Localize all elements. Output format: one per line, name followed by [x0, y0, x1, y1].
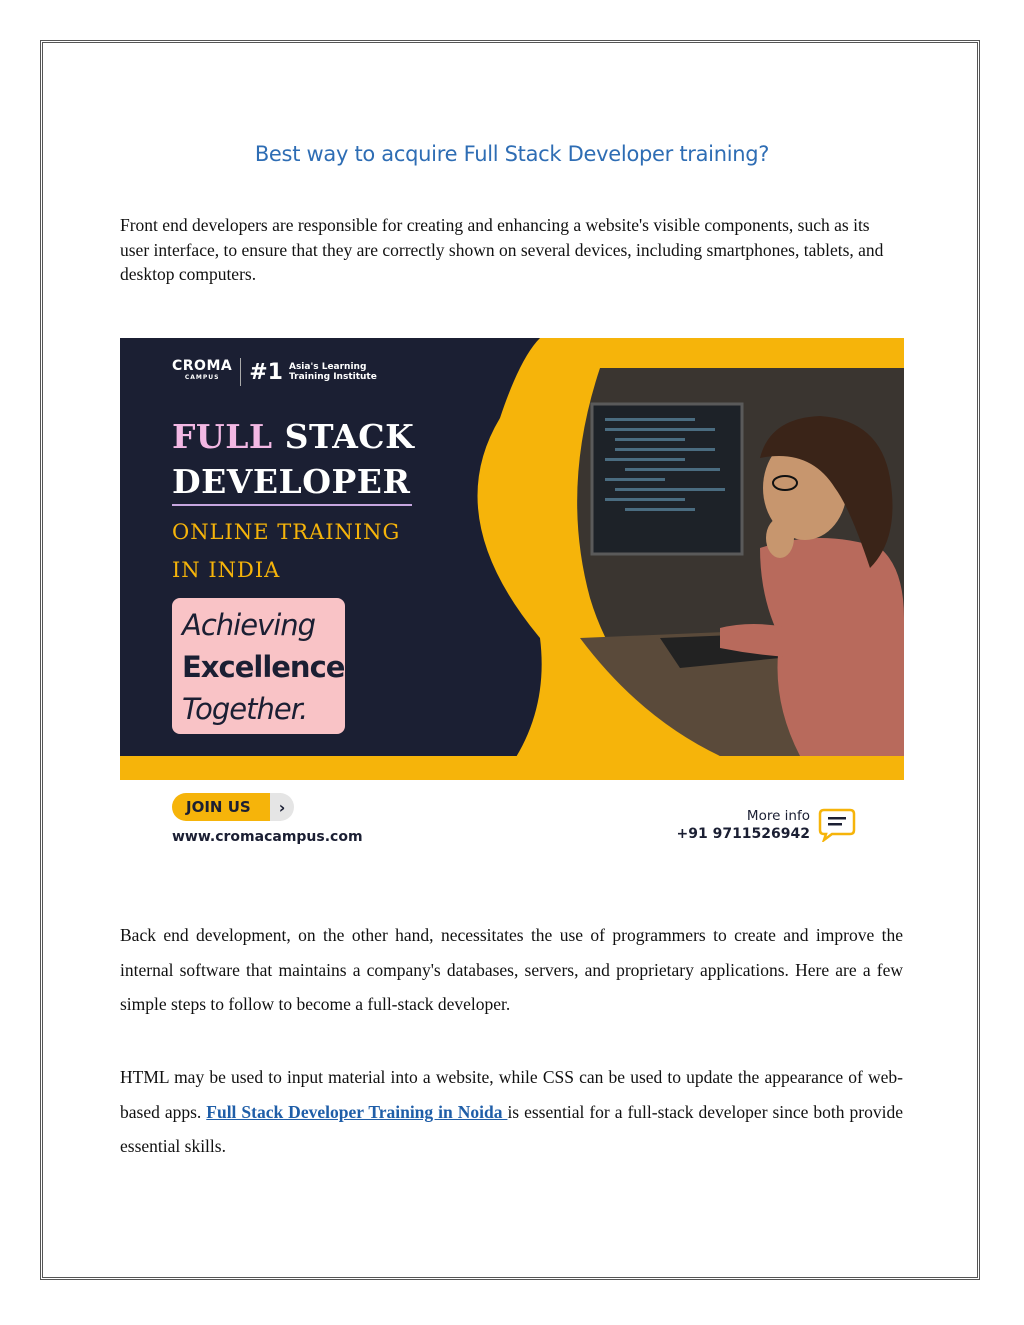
croma-campus-logo [172, 358, 377, 386]
paragraph-3-text-start: HTML may be used to input material into a website, while CSS can be used to update the appearance of web-based apps. [120, 1067, 903, 1122]
banner-headline [172, 414, 414, 504]
subhead-line-1: ONLINE TRAINING [172, 520, 401, 544]
page-title: Best way to acquire Full Stack Developer training? [254, 142, 770, 166]
headline-line-2: DEVELOPER [172, 462, 411, 501]
tagline-line-3: Together. [182, 692, 308, 726]
rank-line-1: Asia's Learning [288, 362, 367, 372]
promo-banner [120, 338, 904, 868]
rank-caption [289, 362, 377, 382]
subhead-line-2: IN INDIA [172, 558, 281, 582]
more-info-label: More info [746, 808, 810, 824]
chat-bubble-icon [818, 806, 856, 842]
join-us-button[interactable]: JOIN US [172, 793, 292, 821]
headline-divider [172, 504, 412, 506]
tagline-box [172, 598, 345, 734]
logo-divider [240, 358, 241, 386]
paragraph-3-text-end: is essential for a full-stack developer since both provide essential skills. [120, 1101, 903, 1156]
paragraph-front-end: Front end developers are responsible for creating and enhancing a website's visible components, such as its user interface, to ensure that they are correctly shown on several devices, including smartphones, tablets, and desktop computers. [120, 215, 884, 284]
rank-line-2: Training Institute [288, 372, 377, 382]
paragraph-html-css [120, 1060, 903, 1164]
logo-main-text: CROMA [172, 358, 233, 374]
tagline-line-2: Excellence [182, 650, 345, 684]
tagline-line-1: Achieving [182, 608, 316, 642]
chevron-right-icon[interactable]: › [270, 793, 294, 821]
banner-subheading [172, 513, 400, 589]
training-link[interactable]: Full Stack Developer Training in Noida [206, 1101, 508, 1122]
rank-number: #1 [249, 359, 283, 385]
contact-info [677, 807, 811, 843]
logo-sub-text: CAMPUS [184, 374, 220, 381]
headline-rest: STACK [272, 417, 415, 456]
phone-number: +91 9711526942 [676, 826, 810, 842]
website-url: www.cromacampus.com [172, 829, 363, 845]
headline-accent: FULL [172, 417, 273, 456]
paragraph-back-end: Back end development, on the other hand, necessitates the use of programmers to create and improve the internal software that maintains a company's databases, servers, and proprietary applications. Here are a few simple steps to follow to become a full-stack developer. [120, 925, 903, 1014]
